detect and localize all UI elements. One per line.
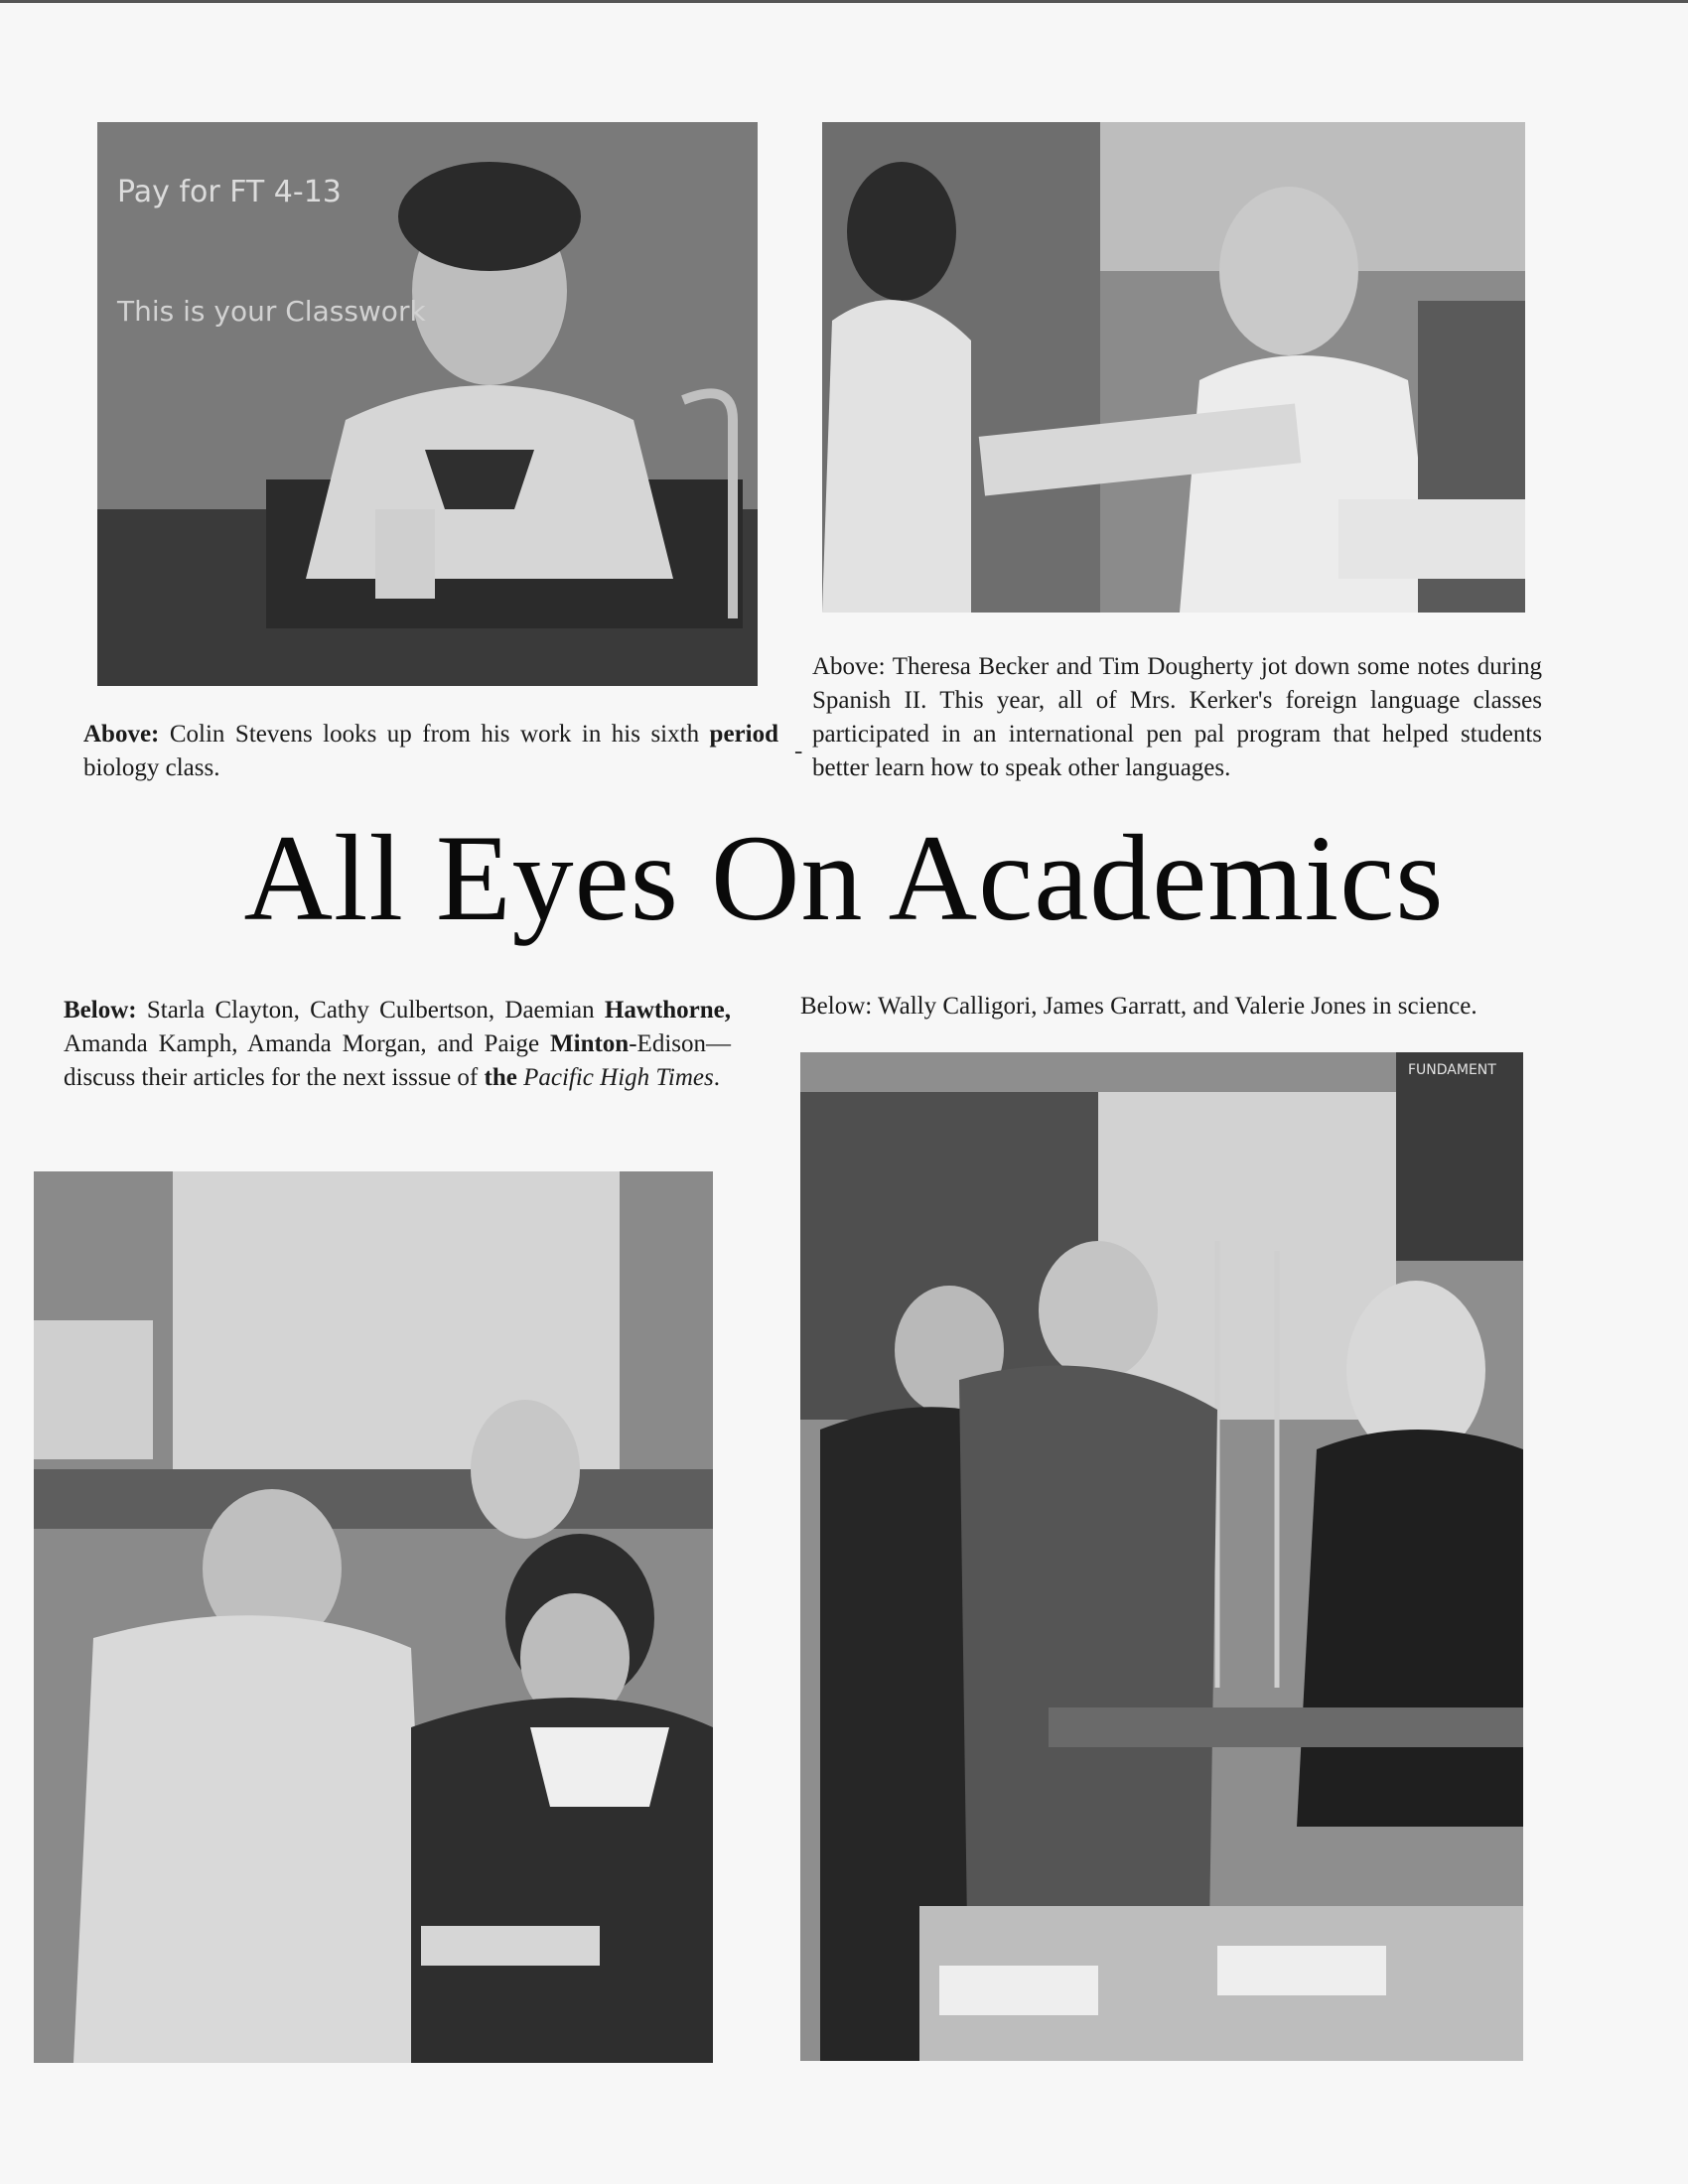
caption-bottom-left-newspaper: Pacific High Times (523, 1064, 714, 1091)
caption-bottom-left-text2: Amanda Kamph, Amanda Morgan, and Paige (64, 1030, 551, 1057)
page-title: All Eyes On Academics (243, 810, 1445, 946)
caption-bottom-left-the: the (484, 1064, 517, 1091)
caption-bottom-left-text3: -Edison—discuss their articles for the next isssue of (64, 1030, 731, 1091)
caption-separator-dash: - (794, 738, 803, 764)
photo-spanish-class (822, 122, 1525, 613)
caption-bottom-left-minton: Minton (550, 1030, 630, 1057)
photo-science-class (800, 1052, 1523, 2061)
poster-heading: FUNDAMENT (1408, 1062, 1496, 1078)
chalk-line-2: This is your Classwork (117, 295, 426, 328)
caption-bottom-left-hawthorne: Hawthorne, (604, 997, 731, 1024)
photo-newspaper-staff (34, 1171, 713, 2063)
caption-bottom-right: Below: Wally Calligori, James Garratt, and Valerie Jones in science. (800, 993, 1477, 1020)
photo-biology-class (97, 122, 758, 686)
caption-bottom-left-end: . (713, 1064, 720, 1091)
chalk-line-1: Pay for FT 4-13 (117, 175, 342, 209)
caption-top-left-period: period (709, 721, 778, 748)
caption-bottom-left-lead: Below: (64, 997, 137, 1024)
caption-top-left-text2: biology class. (83, 754, 220, 781)
top-border (0, 0, 1688, 3)
caption-bottom-left-text1: Starla Clayton, Cathy Culbertson, Daemian (136, 997, 605, 1024)
caption-top-right: Above: Theresa Becker and Tim Dougherty jot down some notes during Spanish II. This year, all of Mrs. Kerker's foreign language classes participated in an international pen pal program that helped students better learn how to speak other languages. (812, 653, 1542, 781)
caption-bottom-left (64, 994, 731, 1095)
caption-top-left (83, 718, 778, 785)
caption-top-left-text1: Colin Stevens looks up from his work in his sixth (159, 721, 710, 748)
caption-top-left-lead: Above: (83, 721, 160, 748)
